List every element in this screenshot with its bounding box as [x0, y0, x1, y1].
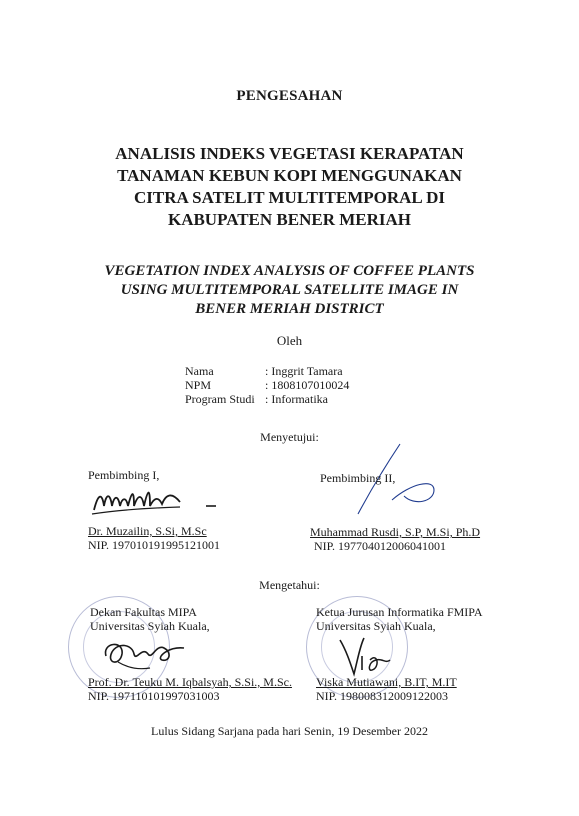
- identity-value: : 1808107010024: [265, 378, 350, 392]
- title-id-line: ANALISIS INDEKS VEGETASI KERAPATAN: [115, 144, 464, 163]
- title-en-line: VEGETATION INDEX ANALYSIS OF COFFEE PLANTS: [104, 263, 475, 279]
- pembimbing1-signature: [88, 480, 228, 520]
- identity-label: Program Studi: [185, 392, 255, 406]
- title-indonesian: [0, 143, 579, 231]
- identity-row-nama: [185, 364, 343, 379]
- title-id-line: CITRA SATELIT MULTITEMPORAL DI: [134, 188, 445, 207]
- identity-row-npm: [185, 378, 349, 393]
- dekan-name: Prof. Dr. Teuku M. Iqbalsyah, S.Si., M.Sc.: [88, 675, 292, 689]
- mengetahui-label: Mengetahui:: [259, 578, 320, 592]
- oleh-label: Oleh: [276, 333, 303, 348]
- identity-value: : Informatika: [265, 392, 328, 406]
- kajur-nip: NIP. 198008312009122003: [316, 689, 449, 703]
- identity-label: NPM: [185, 378, 212, 392]
- kajur-institution: Universitas Syiah Kuala,: [316, 619, 436, 633]
- menyetujui-label: Menyetujui:: [260, 430, 319, 444]
- pembimbing2-name: Muhammad Rusdi, S.P, M.Si, Ph.D: [310, 525, 481, 539]
- graduation-note: Lulus Sidang Sarjana pada hari Senin, 19 Desember 2022: [151, 724, 428, 738]
- pembimbing1-role: Pembimbing I,: [88, 468, 160, 482]
- kajur-role: Ketua Jurusan Informatika FMIPA: [316, 605, 483, 619]
- identity-label: Nama: [185, 364, 214, 378]
- dekan-institution: Universitas Syiah Kuala,: [90, 619, 210, 633]
- title-id-line: KABUPATEN BENER MERIAH: [167, 210, 412, 229]
- dekan-nip: NIP. 197110101997031003: [88, 689, 220, 703]
- kajur-name: Viska Mutiawani, B.IT, M.IT: [316, 675, 457, 689]
- title-en-line: USING MULTITEMPORAL SATELLITE IMAGE IN: [120, 282, 459, 298]
- identity-row-prodi: [185, 392, 328, 407]
- title-en-line: BENER MERIAH DISTRICT: [195, 301, 384, 317]
- title-id-line: TANAMAN KEBUN KOPI MENGGUNAKAN: [117, 166, 462, 185]
- pembimbing2-nip: NIP. 197704012006041001: [314, 539, 447, 553]
- pembimbing1-name: Dr. Muzailin, S.Si, M.Sc: [88, 524, 207, 538]
- kajur-signature: [332, 626, 402, 682]
- dekan-signature: [92, 634, 202, 678]
- pembimbing1-nip: NIP. 197010191995121001: [88, 538, 221, 552]
- identity-value: : Inggrit Tamara: [265, 364, 343, 378]
- page-heading: PENGESAHAN: [236, 88, 343, 104]
- title-english: [0, 262, 579, 319]
- pembimbing2-role: Pembimbing II,: [320, 471, 396, 485]
- dekan-role: Dekan Fakultas MIPA: [90, 605, 197, 619]
